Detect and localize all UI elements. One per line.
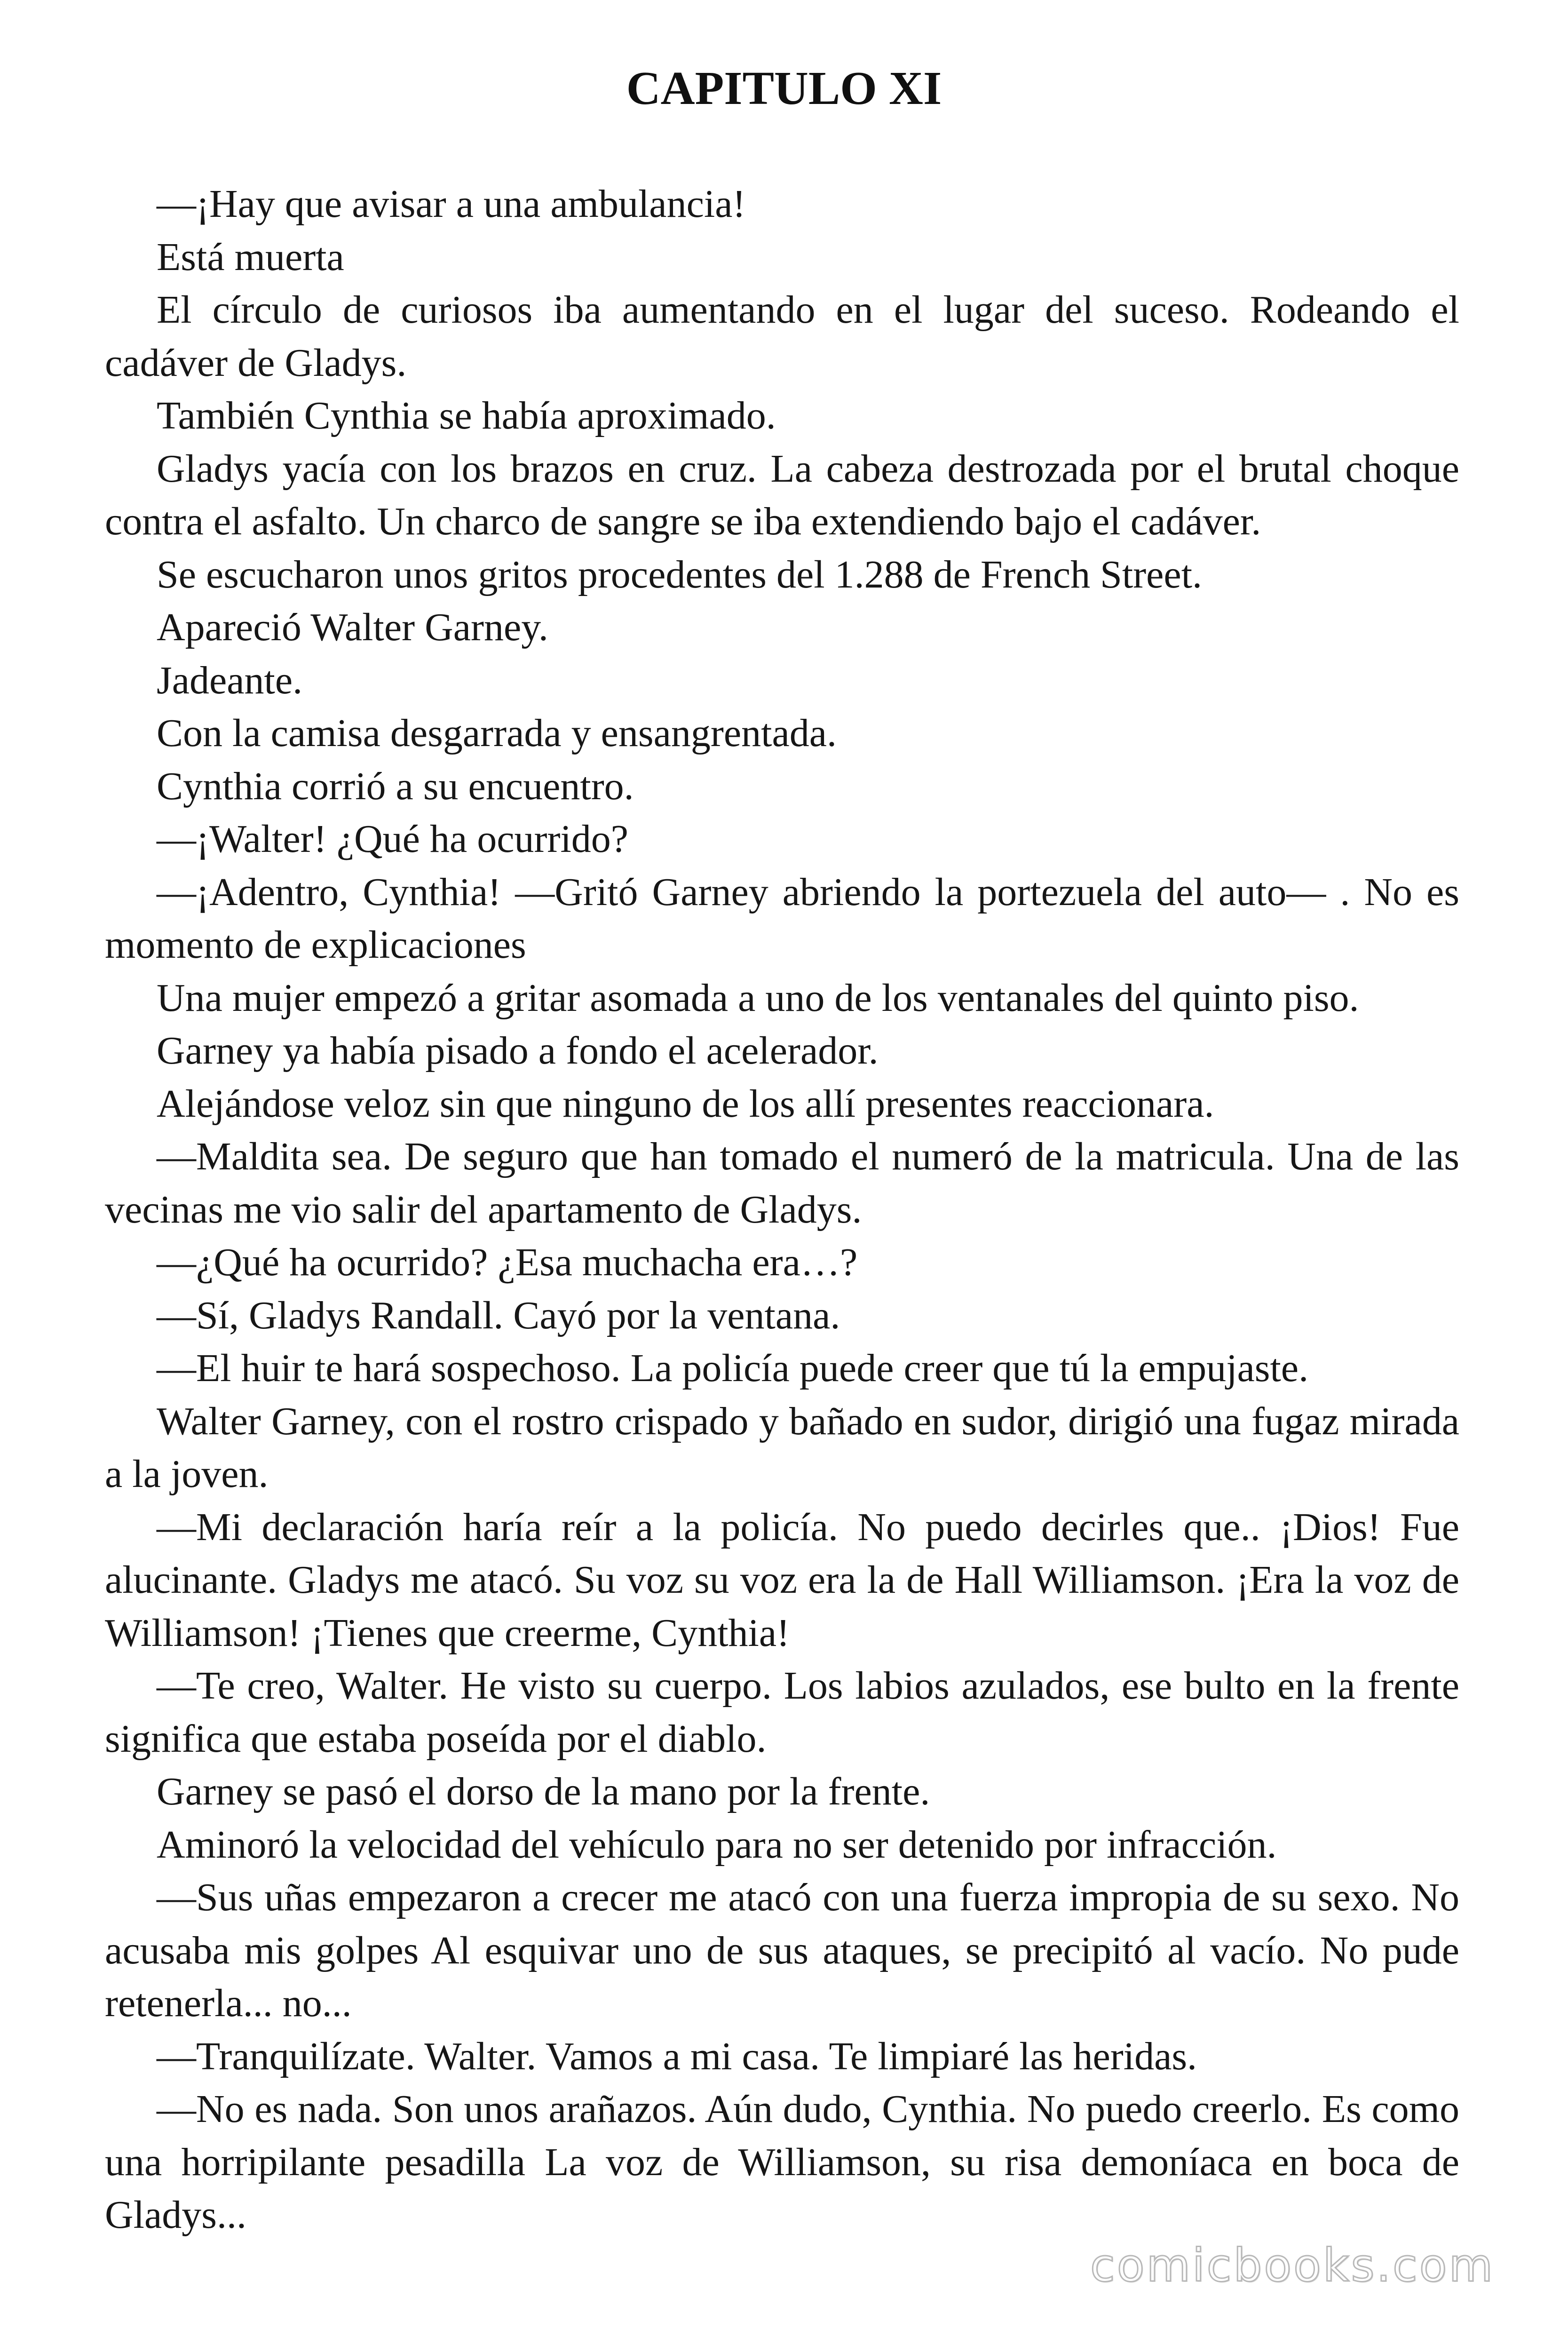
watermark: comicbooks.com bbox=[1090, 2239, 1495, 2292]
paragraph: Garney se pasó el dorso de la mano por la frente. bbox=[157, 1770, 930, 1813]
paragraph: —Sus uñas empezaron a crecer me atacó con una fuerza impropia de su sexo. No acusaba mis golpes Al esquivar uno de sus ataques, se precipitó al vacío. No pude retenerla... no... bbox=[105, 1875, 1459, 2025]
paragraph: Cynthia corrió a su encuentro. bbox=[157, 764, 634, 808]
chapter-body bbox=[105, 178, 1459, 2242]
paragraph: También Cynthia se había aproximado. bbox=[157, 394, 776, 437]
paragraph: Apareció Walter Garney. bbox=[157, 605, 548, 649]
paragraph: Gladys yacía con los brazos en cruz. La cabeza destrozada por el brutal choque contra el asfalto. Un charco de sangre se iba extendiendo bajo el cadáver. bbox=[105, 446, 1459, 543]
paragraph: Jadeante. bbox=[157, 658, 303, 702]
paragraph: Aminoró la velocidad del vehículo para no ser detenido por infracción. bbox=[157, 1822, 1277, 1867]
paragraph: —Maldita sea. De seguro que han tomado el numeró de la matricula. Una de las vecinas me vio salir del apartamento de Gladys. bbox=[105, 1135, 1459, 1232]
paragraph: Una mujer empezó a gritar asomada a uno de los ventanales del quinto piso. bbox=[157, 976, 1359, 1020]
paragraph: Está muerta bbox=[157, 235, 344, 279]
paragraph: —¡Adentro, Cynthia! —Gritó Garney abriendo la portezuela del auto— . No es momento de explicaciones bbox=[105, 870, 1459, 967]
paragraph: —No es nada. Son unos arañazos. Aún dudo, Cynthia. No puedo creerlo. Es como una horripilante pesadilla La voz de Williamson, su risa demoníaca en boca de Gladys... bbox=[105, 2087, 1459, 2237]
paragraph: El círculo de curiosos iba aumentando en el lugar del suceso. Rodeando el cadáver de Gladys. bbox=[105, 288, 1459, 385]
paragraph: —¿Qué ha ocurrido? ¿Esa muchacha era…? bbox=[157, 1240, 858, 1284]
chapter-title: CAPITULO XI bbox=[626, 62, 942, 114]
paragraph: Se escucharon unos gritos procedentes del 1.288 de French Street. bbox=[157, 552, 1203, 596]
paragraph: —¡Walter! ¿Qué ha ocurrido? bbox=[157, 817, 629, 861]
paragraph: —Tranquilízate. Walter. Vamos a mi casa. Te limpiaré las heridas. bbox=[157, 2034, 1197, 2078]
paragraph: Garney ya había pisado a fondo el acelerador. bbox=[157, 1029, 879, 1073]
paragraph: —Sí, Gladys Randall. Cayó por la ventana. bbox=[157, 1293, 840, 1337]
paragraph: —Mi declaración haría reír a la policía. No puedo decirles que.. ¡Dios! Fue alucinante. Gladys me atacó. Su voz su voz era la de Hall Williamson. ¡Era la voz de Williamson! ¡Tienes que creerme, Cynthia! bbox=[105, 1505, 1459, 1655]
paragraph: —Te creo, Walter. He visto su cuerpo. Los labios azulados, ese bulto en la frente significa que estaba poseída por el diablo. bbox=[105, 1664, 1459, 1761]
paragraph: —El huir te hará sospechoso. La policía puede creer que tú la empujaste. bbox=[157, 1346, 1309, 1390]
paragraph: Con la camisa desgarrada y ensangrentada. bbox=[157, 711, 837, 755]
paragraph: —¡Hay que avisar a una ambulancia! bbox=[157, 182, 746, 226]
paragraph: Alejándose veloz sin que ninguno de los allí presentes reaccionara. bbox=[157, 1081, 1214, 1126]
paragraph: Walter Garney, con el rostro crispado y bañado en sudor, dirigió una fugaz mirada a la joven. bbox=[105, 1399, 1459, 1496]
